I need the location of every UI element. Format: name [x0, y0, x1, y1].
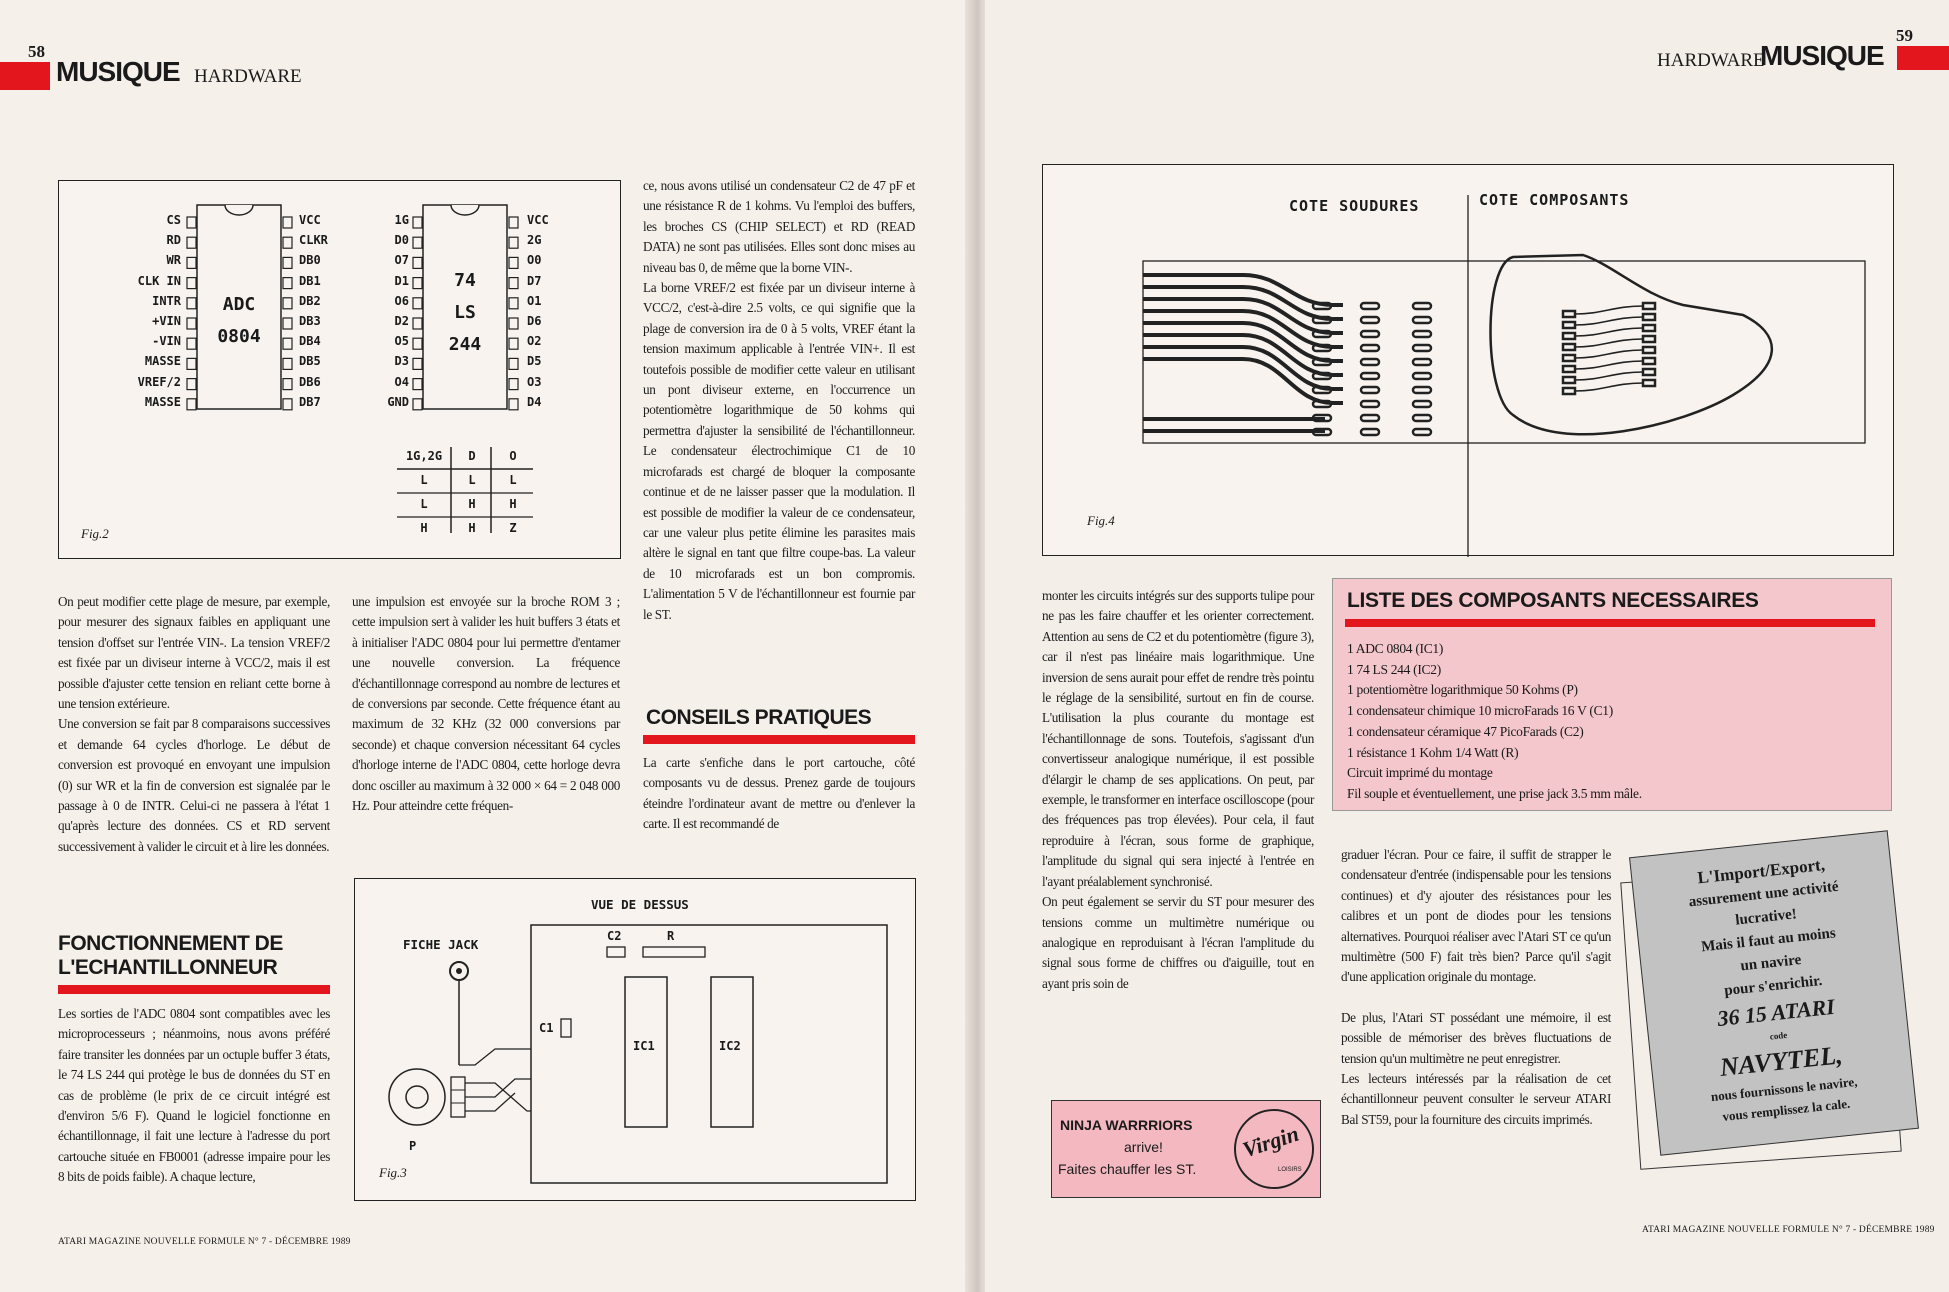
- pcb-trace: [1143, 359, 1343, 403]
- paragraph: Les sorties de l'ADC 0804 sont compatibles avec les microprocesseurs ; néanmoins, nous avons préféré faire transiter les données par un octuple buffer 3 états, le 74 LS 244 qui protège le bus de données du ST en cas de problème (le prix de ce circuit intégré est d'environ 5/6 F). Quand le logiciel fonctionne en échantillonnage, il fait une lecture à l'adresse du port cartouche située en FB0001 (adresse impaire pour les 8 bits de poids faible). A chaque lecture,: [58, 1006, 330, 1185]
- left-col3: [643, 176, 915, 625]
- truth-table-header: O: [509, 449, 517, 463]
- ad-navytel-line: vous remplissez la cale.: [1721, 1095, 1851, 1125]
- fig4-pcb: [1043, 165, 1895, 557]
- pin-box: [509, 318, 518, 329]
- parts-item: 1 74 LS 244 (IC2): [1347, 661, 1441, 677]
- right-page: [985, 0, 1949, 1292]
- truth-table-cell: L: [420, 497, 428, 511]
- pcb-pad: [1643, 347, 1655, 353]
- virgin-logo: [1234, 1109, 1314, 1189]
- pcb-pad: [1361, 401, 1379, 407]
- pin-box: [413, 318, 422, 329]
- pin-label: 2G: [527, 233, 542, 248]
- pin-box: [283, 217, 292, 228]
- pin-label: VCC: [299, 213, 321, 227]
- buffer-name-1: 74: [454, 270, 476, 291]
- pcb-pad: [1563, 355, 1575, 361]
- pin-label: -VIN: [152, 334, 181, 349]
- parts-item: 1 résistance 1 Kohm 1/4 Watt (R): [1347, 744, 1519, 760]
- label-ic1: IC1: [633, 1039, 655, 1053]
- pcb-pad: [1413, 387, 1431, 393]
- pin-box: [509, 379, 518, 390]
- ad-navytel-card: [1629, 830, 1919, 1156]
- pcb-pad: [1361, 359, 1379, 365]
- pcb-pad: [1643, 303, 1655, 309]
- parts-title: LISTE DES COMPOSANTS NECESSAIRES: [1347, 589, 1759, 612]
- pin-box: [509, 278, 518, 289]
- paragraph: De plus, l'Atari ST possédant une mémoire, il est possible de mémoriser des brèves fluctuations de tension qu'un multimètre ne peut enregistrer.: [1341, 1009, 1611, 1066]
- truth-table-cell: H: [509, 497, 517, 511]
- truth-table-cell: H: [468, 521, 476, 535]
- paragraph: ce, nous avons utilisé un condensateur C2 de 47 pF et une résistance R de 1 kohms. Vu l'emploi des buffers, les broches CS (CHIP SELECT) et RD (READ DATA) ne sont pas utilisées. Elles sont donc mises au niveau bas 0, de même que la borne VIN-.: [643, 178, 915, 275]
- pin-label: DB4: [299, 334, 321, 349]
- ad-navytel-text: [1630, 831, 1916, 1133]
- pin-label: O5: [394, 334, 409, 349]
- ad-navytel-line: Mais il faut au moins: [1700, 925, 1837, 956]
- pin-label: DB6: [299, 374, 321, 389]
- pin-label: O4: [394, 374, 409, 389]
- paragraph: On peut également se servir du ST pour mesurer des tensions comme un multimètre numérique ou analogique en reproduisant à l'écran l'amplitude du signal sous forme de chiffres ou d'aiguille, tout en ayant pris soin de: [1042, 894, 1314, 991]
- adc-name-2: 0804: [217, 326, 261, 347]
- fig4-label-left: COTE SOUDURES: [1289, 197, 1420, 215]
- page-number: 58: [28, 42, 45, 61]
- pin-box: [283, 237, 292, 248]
- pcb-pad: [1361, 373, 1379, 379]
- pcb-outline: [1491, 255, 1772, 434]
- pin-box: [413, 237, 422, 248]
- pcb-pad: [1361, 415, 1379, 421]
- label-ic2: IC2: [719, 1039, 741, 1053]
- pin-box: [187, 379, 196, 390]
- pcb-trace: [1143, 347, 1343, 389]
- pin-box: [187, 217, 196, 228]
- ad-navytel-line: code: [1769, 1029, 1788, 1042]
- pcb-pad: [1413, 401, 1431, 407]
- pin-box: [187, 257, 196, 268]
- adc-name-1: ADC: [222, 294, 256, 315]
- pcb-pad: [1413, 359, 1431, 365]
- left-col2: [352, 592, 620, 816]
- label-c1: C1: [539, 1021, 554, 1035]
- paragraph: Les lecteurs intéressés par la réalisation de cet échantillonneur peuvent consulter le serveur ATARI Bal ST59, pour la fourniture des circuits imprimés.: [1341, 1071, 1611, 1127]
- pin-label: CLK IN: [137, 273, 181, 288]
- footer: ATARI MAGAZINE NOUVELLE FORMULE N° 7 - DÉCEMBRE 1989: [1642, 1225, 1935, 1235]
- pin-box: [509, 237, 518, 248]
- heading-bar: [643, 735, 915, 744]
- pin-box: [509, 298, 518, 309]
- pin-label: O1: [527, 293, 542, 308]
- pin-box: [187, 298, 196, 309]
- pcb-pad: [1563, 388, 1575, 394]
- pin-label: INTR: [152, 293, 181, 308]
- figure-4: [1042, 164, 1894, 556]
- heading-bar: [58, 985, 330, 994]
- parts-list: [1347, 639, 1642, 805]
- parts-item: 1 potentiomètre logarithmique 50 Kohms (P): [1347, 682, 1578, 698]
- truth-table-cell: H: [420, 521, 428, 535]
- buffer-name-2: LS: [454, 302, 476, 323]
- pin-label: WR: [166, 253, 181, 268]
- truth-table-cell: L: [420, 473, 428, 487]
- page-number: 59: [1896, 26, 1913, 45]
- label-r: R: [667, 929, 675, 943]
- pin-box: [283, 338, 292, 349]
- ad-navytel-line: lucrative!: [1734, 906, 1798, 929]
- pcb-pad: [1413, 373, 1431, 379]
- pin-box: [413, 217, 422, 228]
- heading-line: FONCTIONNEMENT DE: [58, 932, 283, 955]
- ad-navytel-line: un navire: [1739, 952, 1803, 975]
- pcb-pad: [1643, 358, 1655, 364]
- ad-ninja-line3: Faites chauffer les ST.: [1058, 1161, 1197, 1177]
- fig3-caption: Fig.3: [379, 1165, 407, 1180]
- pin-label: MASSE: [144, 354, 181, 369]
- pin-label: DB2: [299, 293, 321, 308]
- pcb-pad: [1643, 336, 1655, 342]
- heading-conseils: CONSEILS PRATIQUES: [646, 706, 872, 729]
- pin-label: CS: [166, 213, 181, 227]
- pin-box: [283, 298, 292, 309]
- parts-item: 1 condensateur chimique 10 microFarads 16 V (C1): [1347, 703, 1613, 719]
- pin-box: [509, 399, 518, 410]
- pin-label: 1G: [394, 213, 409, 227]
- pin-box: [413, 298, 422, 309]
- pin-box: [283, 399, 292, 410]
- pin-box: [283, 318, 292, 329]
- heading-line: L'ECHANTILLONNEUR: [58, 956, 278, 979]
- rubric: MUSIQUE: [56, 56, 180, 87]
- red-tab: [1897, 46, 1949, 70]
- pin-box: [413, 379, 422, 390]
- r-shape: [643, 947, 705, 957]
- pcb-pad: [1413, 331, 1431, 337]
- parts-list-box: [1332, 578, 1892, 811]
- truth-table-cell: L: [468, 473, 476, 487]
- pin-box: [283, 278, 292, 289]
- pin-label: VREF/2: [137, 374, 181, 389]
- ad-navytel-line: pour s'enrichir.: [1723, 972, 1824, 1000]
- paragraph: La carte s'enfiche dans le port cartouche, côté composants vu de dessus. Prenez garde de toujours éteindre l'ordinateur avant de mettre ou d'enlever la carte. Il est recommandé de: [643, 755, 915, 832]
- pin-box: [187, 237, 196, 248]
- fig4-caption: Fig.4: [1087, 513, 1115, 528]
- c2-shape: [607, 947, 625, 957]
- pin-box: [187, 399, 196, 410]
- pcb-pad: [1413, 429, 1431, 435]
- pin-label: CLKR: [299, 233, 328, 248]
- buffer-name-3: 244: [448, 334, 482, 355]
- ad-ninja-line1: NINJA WARRRIORS: [1060, 1117, 1193, 1133]
- pcb-pad: [1563, 366, 1575, 372]
- fig4-label-right: COTE COMPOSANTS: [1479, 191, 1630, 209]
- pin-box: [187, 338, 196, 349]
- pin-box: [283, 358, 292, 369]
- pin-label: O6: [394, 293, 409, 308]
- red-tab: [0, 62, 50, 90]
- pin-box: [187, 318, 196, 329]
- paragraph: monter les circuits intégrés sur des supports tulipe pour ne pas les faire chauffer et les orienter correctement. Attention au sens de C2 et du potentiomètre (figure 3), car il n'est pas linéaire mais logarithmique. Une inversion de sens aurait pour effet de rendre très pointu le réglage de la sensibilité, surtout en fin de course. L'utilisation la plus courante du montage est l'échantillonnage de sons. Toutefois, s'agissant d'un convertisseur analogique numérique, il est possible d'élargir le champ de ses applications. On peut, par exemple, le transformer en interface oscilloscope (pour des fréquences pas trop élevées). Pour cela, il faut reproduire à l'écran, sous forme de graphique, l'amplitude du signal qui sera injecté à l'entrée en l'ayant préalablement synchronisé.: [1042, 588, 1314, 889]
- pin-label: D5: [527, 354, 542, 369]
- virgin-logo-text: Virgin: [1239, 1120, 1302, 1163]
- pin-label: GND: [387, 394, 409, 409]
- truth-table-cell: H: [468, 497, 476, 511]
- figure-2: [58, 180, 621, 559]
- paragraph: Une conversion se fait par 8 comparaisons successives et demande 64 cycles d'horloge. Le début de conversion est provoqué en envoyant une impulsion (0) sur WR et la fin de conversion est signalée par le passage à 0 de INTR. Celui-ci ne passera à l'état 1 qu'après lecture des données. CS et RD servent successivement à valider le circuit et à lire les données.: [58, 716, 330, 854]
- pcb-pad: [1643, 380, 1655, 386]
- pin-label: O3: [527, 374, 542, 389]
- pin-box: [413, 399, 422, 410]
- fig2-caption: Fig.2: [81, 526, 109, 541]
- label-p: P: [409, 1139, 417, 1153]
- pin-label: O2: [527, 334, 542, 349]
- pin-label: DB0: [299, 253, 321, 268]
- pcb-pad: [1413, 317, 1431, 323]
- left-col1: [58, 592, 330, 857]
- truth-table-cell: L: [509, 473, 517, 487]
- pin-box: [509, 217, 518, 228]
- paragraph: une impulsion est envoyée sur la broche ROM 3 ; cette impulsion sert à valider les huit buffers 3 états et à initialiser l'ADC 0804 pour lui permettre d'entamer une nouvelle conversion. La fréquence d'échantillonnage correspond au nombre de lectures et de conversions par seconde. Cette fréquence étant au maximum de 32 KHz (32 000 conversions par seconde) et chaque conversion nécessitant 64 cycles d'horloge interne de l'ADC 0804, cette horloge devra donc osciller au maximum à 32 000 × 64 = 2 048 000 Hz. Pour atteindre cette fréquen-: [352, 594, 620, 814]
- ad-ninja-line2: arrive!: [1124, 1139, 1163, 1155]
- figure-3: [354, 878, 916, 1201]
- paragraph: graduer l'écran. Pour ce faire, il suffit de strapper le condensateur d'entrée (indispensable pour les tensions continues) et d'y ajouter des résistances pour les calibres et un pont de diodes pour les tensions alternatives. Pourquoi réaliser avec l'Atari ST ce qu'un multimètre (500 F) fait très bien? Parce qu'il s'agit d'une application originale du montage.: [1341, 847, 1611, 985]
- pcb-pad: [1413, 345, 1431, 351]
- pcb-pad: [1643, 369, 1655, 375]
- potentiometer-shape: [389, 1069, 445, 1125]
- pin-label: O0: [527, 253, 542, 268]
- rubric-sub: HARDWARE: [1657, 50, 1765, 71]
- pin-label: DB3: [299, 314, 321, 328]
- ad-navytel-line: 36 15 ATARI: [1716, 993, 1836, 1031]
- pcb-pad: [1563, 322, 1575, 328]
- virgin-logo-sub: LOISIRS: [1278, 1167, 1302, 1173]
- pin-label: D4: [527, 394, 542, 409]
- pcb-pad: [1361, 429, 1379, 435]
- pin-label: D0: [394, 233, 409, 248]
- pin-label: D3: [394, 354, 409, 369]
- pcb-pad: [1361, 331, 1379, 337]
- pcb-pad: [1563, 311, 1575, 317]
- pin-label: RD: [166, 233, 181, 248]
- paragraph: On peut modifier cette plage de mesure, par exemple, pour mesurer des signaux faibles en appliquant une tension d'offset sur l'entrée VIN-. La tension VREF/2 est fixée par un diviseur interne à VCC/2, mais il est possible d'ajuster cette tension en reliant cette borne à une tension extérieure.: [58, 594, 330, 712]
- pin-box: [413, 338, 422, 349]
- footer: ATARI MAGAZINE NOUVELLE FORMULE N° 7 - DÉCEMBRE 1989: [58, 1237, 351, 1247]
- parts-item: 1 ADC 0804 (IC1): [1347, 641, 1444, 656]
- truth-table-cell: Z: [509, 521, 517, 535]
- pcb-pad: [1413, 303, 1431, 309]
- pin-label: +VIN: [152, 314, 181, 328]
- label-c2: C2: [607, 929, 622, 943]
- parts-bar: [1345, 619, 1875, 627]
- paragraph: La borne VREF/2 est fixée par un diviseur interne à VCC/2, c'est-à-dire 2.5 volts, ce qui signifie que la plage de conversion ira de 0 à 5 volts, VREF étant la tension maximum applicable à l'entrée VIN+. Il est toutefois possible de modifier cette valeur en utilisant un pont diviseur externe, en l'occurrence un potentiomètre logarithmique de 50 kohms qui permettra d'ajuster la sensibilité de l'échantillonneur. Le condensateur électrochimique C1 de 10 microfarads est chargé de bloquer la composante continue et de ne laisser passer que la modulation. Il est possible de modifier la valeur de ce condensateur, car une valeur plus petite élimine les parasites mais altère le signal en tant que filtre coupe-bas. La valeur de 10 microfarads est un bon compromis. L'alimentation 5 V de l'échantillonneur est fournie par le ST.: [643, 280, 915, 622]
- ad-navytel-line: nous fournissons le navire,: [1710, 1073, 1859, 1105]
- buffer-chip-name: [423, 265, 507, 361]
- right-col2: [1341, 845, 1611, 1130]
- pcb-pad: [1643, 325, 1655, 331]
- pin-label: D6: [527, 314, 542, 328]
- pin-box: [509, 257, 518, 268]
- parts-item: 1 condensateur céramique 47 PicoFarads (C2): [1347, 723, 1584, 739]
- pin-label: DB7: [299, 394, 321, 409]
- pcb-pad: [1361, 345, 1379, 351]
- truth-table-header: 1G,2G: [405, 449, 443, 463]
- pcb-pad: [1413, 415, 1431, 421]
- pcb-pad: [1563, 377, 1575, 383]
- pcb-trace: [1143, 335, 1343, 375]
- pcb-pad: [1563, 344, 1575, 350]
- pin-label: DB1: [299, 273, 321, 288]
- left-col3c: [643, 753, 915, 835]
- pin-box: [413, 358, 422, 369]
- pin-label: DB5: [299, 354, 321, 369]
- pin-box: [283, 379, 292, 390]
- pcb-pad: [1361, 317, 1379, 323]
- parts-item: Circuit imprimé du montage: [1347, 765, 1493, 781]
- pin-label: D7: [527, 273, 542, 288]
- pin-box: [413, 257, 422, 268]
- pin-label: MASSE: [144, 394, 181, 409]
- pcb-pad: [1361, 387, 1379, 393]
- heading-fonctionnement: [58, 932, 283, 980]
- pin-box: [187, 278, 196, 289]
- pin-label: O7: [394, 253, 409, 268]
- left-col1b: [58, 1004, 330, 1188]
- pcb-pad: [1643, 314, 1655, 320]
- pin-box: [509, 338, 518, 349]
- parts-item: Fil souple et éventuellement, une prise jack 3.5 mm mâle.: [1347, 785, 1642, 801]
- pin-box: [413, 278, 422, 289]
- right-col1: [1042, 586, 1314, 994]
- pin-box: [187, 358, 196, 369]
- ad-navytel: [1626, 833, 1896, 1151]
- fig3-jack-label: FICHE JACK: [403, 937, 479, 952]
- pin-label: VCC: [527, 213, 549, 227]
- left-page: [0, 0, 970, 1292]
- ad-navytel-line: NAVYTEL,: [1718, 1040, 1844, 1082]
- pin-box: [283, 257, 292, 268]
- pin-box: [509, 358, 518, 369]
- pin-label: D2: [394, 314, 409, 328]
- ad-navytel-line: assurement une activité: [1687, 878, 1840, 911]
- board-outline: [531, 925, 887, 1183]
- truth-table-header: D: [468, 449, 476, 463]
- pcb-pad: [1361, 303, 1379, 309]
- ad-ninja-warriors: [1051, 1100, 1321, 1198]
- c1-shape: [561, 1019, 571, 1037]
- adc-chip-name: [197, 289, 281, 353]
- rubric-sub: HARDWARE: [194, 66, 302, 87]
- ad-navytel-line: L'Import/Export,: [1696, 855, 1826, 888]
- rubric: MUSIQUE: [1760, 40, 1884, 71]
- fig3-title: VUE DE DESSUS: [591, 897, 689, 912]
- pcb-pad: [1563, 333, 1575, 339]
- pin-label: D1: [394, 273, 409, 288]
